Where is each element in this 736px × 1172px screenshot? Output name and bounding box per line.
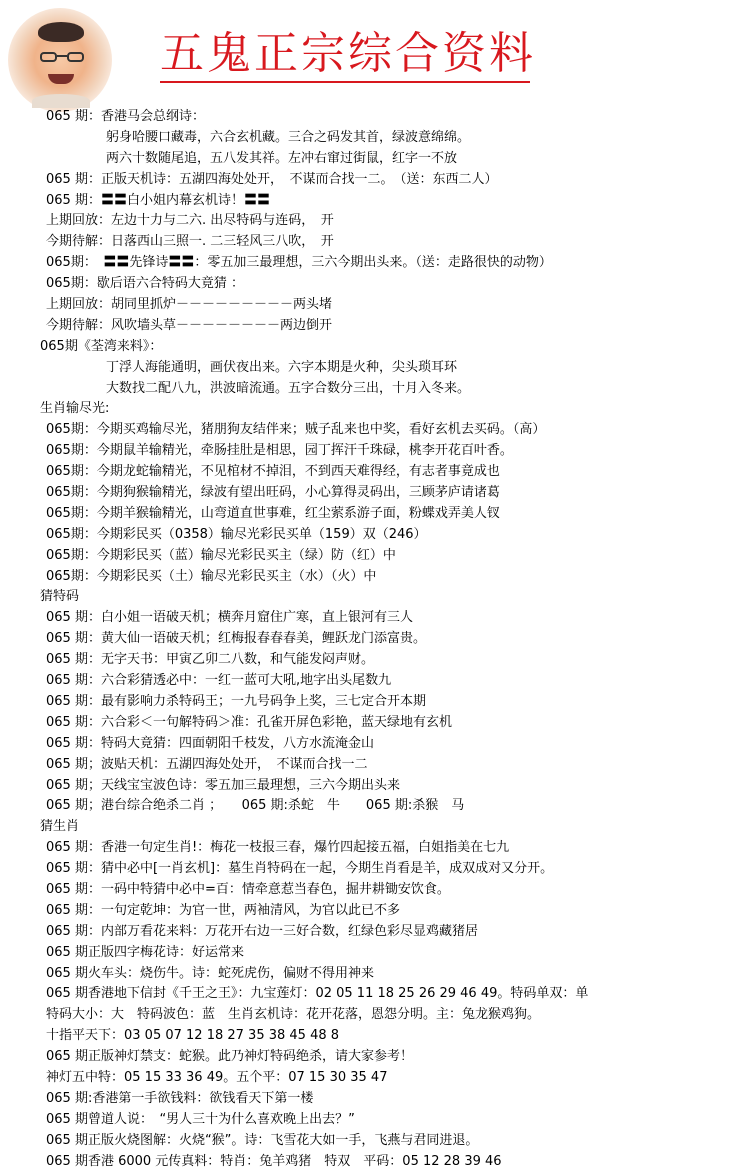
text-line: 065 期：〓〓白小姐内幕玄机诗！〓〓 [46, 192, 270, 208]
text-line: 065 期；波贴天机：五湖四海处处开， 不谋而合找一二 [46, 756, 368, 772]
avatar-shirt [32, 94, 90, 108]
text-line: 065期：今期买鸡输尽光，猪朋狗友结伴来；贼子乱来也中奖，看好玄机去买码。（高） [46, 422, 546, 438]
text-line: 065 期：黄大仙一语破天机；红梅报春春春美，鲤跃龙门添富贵。 [46, 631, 426, 647]
text-line: 065 期正版神灯禁支：蛇猴。此乃神灯特码绝杀，请大家参考！ [46, 1049, 413, 1065]
title-underline [160, 81, 530, 83]
text-line: 065 期香港地下信封《千王之王》：九宝莲灯：02 05 11 18 25 26 29 46 49。特码单双：单 [46, 986, 589, 1002]
text-line: 065 期：六合彩＜一句解特码＞准：孔雀开屏色彩艳，蓝天绿地有玄机 [46, 714, 452, 730]
text-line: 上期回放：胡同里抓炉－－－－－－－－－两头堵 [46, 297, 333, 313]
text-line: 065期《荃湾来料》： [40, 338, 163, 354]
text-line: 065 期；天线宝宝波色诗：零五加三最理想，三六今期出头来 [46, 777, 400, 793]
text-line: 065期：今期羊猴输精光，山弯道直世事难，红尘萦系游子面，粉蝶戏弄美人钗 [46, 505, 500, 521]
text-line: 065 期：特码大竟猜：四面朝阳千枝发，八方水流淹金山 [46, 735, 374, 751]
text-line: 躬身哈腰口藏毒，六合玄机藏。三合之码发其首，绿波意绵绵。 [106, 129, 471, 145]
text-line: 065 期：香港一句定生肖!：梅花一枝报三春，爆竹四起接五福，白姐指美在七九 [46, 840, 510, 856]
text-line: 065 期；港台综合绝杀二肖 ； 065 期:杀蛇 牛 065 期:杀猴 马 [46, 798, 465, 814]
text-line: 065 期香港 6000 元传真料：特肖：兔羊鸡猪 特双 平码：05 12 28 39 46 [46, 1153, 502, 1169]
text-line: 丁浮人海能通明，画伏夜出来。六字本期是火种，尖头琐耳环 [106, 359, 458, 375]
text-line: 上期回放：左边十力与二六. 出尽特码与连码， 开 [46, 213, 334, 229]
text-line: 065 期：一码中特猜中必中=百：情牵意惹当春色，掘井耕锄安饮食。 [46, 881, 450, 897]
text-line: 今期待解：日落西山三照一. 二三轻风三八吹， 开 [46, 234, 334, 250]
text-line: 今期待解：风吹墙头草－－－－－－－－两边倒开 [46, 317, 333, 333]
text-line: 猜生肖 [40, 819, 80, 835]
text-line: 生肖输尽光: [40, 401, 110, 417]
text-line: 猜特码 [40, 589, 80, 605]
text-line: 十指平天下：03 05 07 12 18 27 35 38 45 48 8 [46, 1028, 340, 1044]
avatar-glasses [40, 52, 84, 62]
text-line: 065 期正版四字梅花诗：好运常来 [46, 944, 244, 960]
text-line: 065 期火车头：烧伤牛。诗：蛇死虎伤，偏财不得用神来 [46, 965, 374, 981]
avatar [8, 8, 112, 112]
text-line: 065期：今期彩民买（土）输尽光彩民买主（水）（火）中 [46, 568, 377, 584]
text-line: 特码大小：大 特码波色：蓝 生肖玄机诗：花开花落，恩怨分明。主：兔龙猴鸡狗。 [46, 1007, 541, 1023]
text-line: 065期：今期狗猴输精光，绿波有望出旺码，小心算得灵码出，三顾茅庐请诸葛 [46, 485, 500, 501]
text-line: 065期：今期龙蛇输精光，不见棺材不掉泪，不到西天难得经，有志者事竟成也 [46, 464, 500, 480]
text-line: 065期： 〓〓先锋诗〓〓：零五加三最理想，三六今期出头来。（送：走路很快的动物） [46, 255, 552, 271]
text-line: 065期：歇后语六合特码大竟猜 ： [46, 276, 244, 292]
avatar-mouth [48, 74, 74, 84]
text-line: 065 期：白小姐一语破天机；横奔月窟住广寒，直上银河有三人 [46, 610, 413, 626]
text-line: 065 期：最有影响力杀特码王；一九号码争上奖，三七定合开本期 [46, 693, 426, 709]
page-title: 五鬼正宗综合资料 [160, 28, 536, 79]
text-line: 两六十数随尾追，五八发其祥。左冲右窜过街鼠，红字一不放 [106, 150, 458, 166]
text-line: 065期：今期彩民买（蓝）输尽光彩民买主（绿）防（红）中 [46, 547, 396, 563]
text-line: 065 期：无字天书：甲寅乙卯二八数，和气能发闷声财。 [46, 652, 374, 668]
avatar-hair [38, 22, 84, 42]
text-line: 神灯五中特：05 15 33 36 49。五个平：07 15 30 35 47 [46, 1069, 388, 1085]
text-line: 065期：今期鼠羊输精光，牵肠挂肚是相思，园丁挥汗千珠碌，桃李开花百叶香。 [46, 443, 513, 459]
text-line: 065 期：香港马会总纲诗： [46, 109, 205, 124]
text-line: 065 期曾道人说： “男人三十为什么喜欢晚上出去？” [46, 1111, 355, 1127]
text-line: 065 期：六合彩猜透必中：一红一蓝可大吼,地字出头尾数九 [46, 673, 392, 689]
text-line: 065 期：猜中必中[一肖玄机]：墓生肖特码在一起，今期生肖看是羊，成双成对又分开。 [46, 861, 554, 877]
text-line: 065 期：正版天机诗：五湖四海处处开， 不谋而合找一二。 （送：东西二人） [46, 171, 498, 187]
text-line: 065 期正版火烧图解：火烧“猴”。诗：飞雪花大如一手，飞燕与君同进退。 [46, 1132, 479, 1148]
text-line: 065 期：一句定乾坤：为官一世，两袖清风，为官以此已不多 [46, 902, 400, 918]
text-line: 065期：今期彩民买（0358）输尽光彩民买单（159）双（246） [46, 526, 427, 542]
document-body [0, 107, 736, 1172]
text-line: 065 期：内部万看花来料：万花开右边一三好合数，红绿色彩尽显鸡藏猪居 [46, 923, 478, 939]
text-line: 065 期:香港第一手欲钱料：欲钱看天下第一楼 [46, 1090, 314, 1106]
text-line: 大数找二配八九，洪波暗流通。五字合数分三出，十月入冬来。 [106, 380, 471, 396]
